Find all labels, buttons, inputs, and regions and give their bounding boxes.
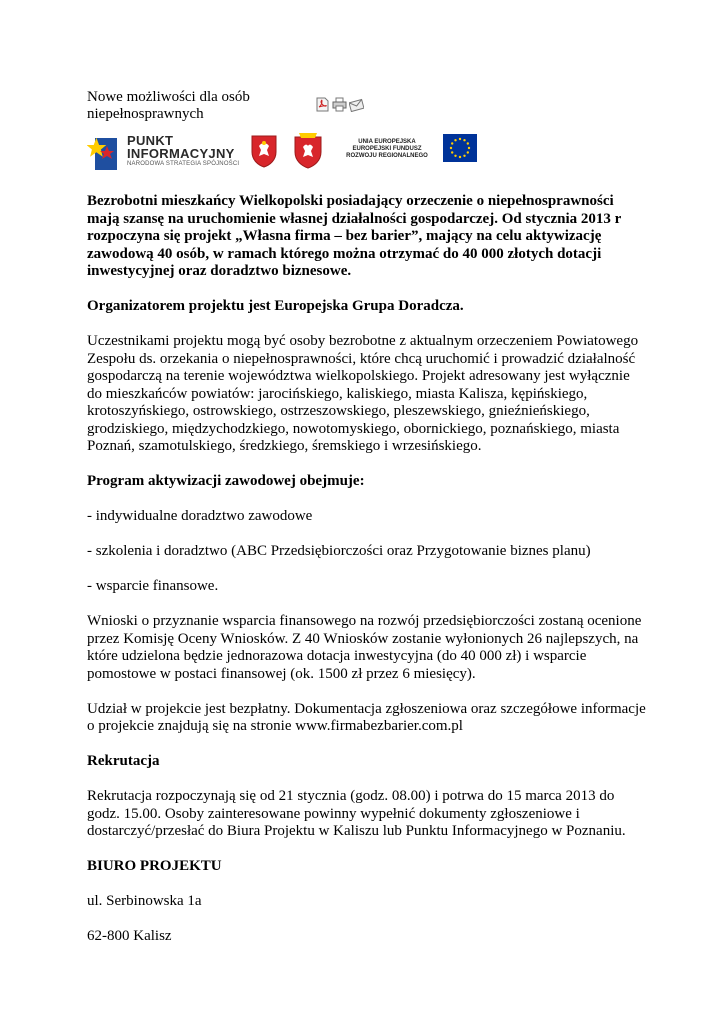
eu-flag-icon [443,134,477,162]
eu-fund-label [337,139,437,160]
logo-bar [87,130,487,174]
print-icon[interactable] [332,97,347,112]
document-actions [315,97,364,112]
office-city: 62-800 Kalisz [87,928,172,944]
nss-label: NARODOWA STRATEGIA SPÓJNOŚCI [127,161,240,167]
applications-paragraph: Wnioski o przyznanie wsparcia finansowego na rozwój przedsiębiorczości zostaną ocenione przez Komisję Oceny Wniosków. Z 40 Wniosków zostanie wyłonionych 26 najlepszych, na które udzielona będzie jednorazowa dotacja inwestycyjna (do 40 000 zł) i wsparcie pomostowe w postaci finansowej (ok. 1500 zł przez 6 miesięcy). [87,613,642,682]
informacyjny-label: INFORMACYJNY [127,146,235,161]
program-item: - szkolenia i doradztwo (ABC Przedsiębiorczości oraz Przygotowanie biznes planu) [87,543,591,559]
star-logo-icon [87,132,123,172]
email-icon[interactable] [349,97,364,112]
wielkopolska-crest-icon [250,134,278,168]
article-body [87,193,647,963]
office-heading: BIURO PROJEKTU [87,858,222,874]
page-title: Nowe możliwości dla osób niepełnosprawnych [87,89,250,122]
poznan-crest-icon [293,132,323,170]
recruitment-heading: Rekrutacja [87,753,160,769]
eu-line-2: EUROPEJSKI FUNDUSZ [352,146,422,152]
pdf-icon[interactable] [315,97,330,112]
program-item: - indywidualne doradztwo zawodowe [87,508,313,524]
recruitment-paragraph: Rekrutacja rozpoczynają się od 21 stycznia (godz. 08.00) i potrwa do 15 marca 2013 do godz. 15.00. Osoby zainteresowane powinny wypełnić dokumenty zgłoszeniowe i dostarczyć/przesłać do Biura Projektu w Kaliszu lub Punktu Informacyjnego w Poznaniu. [87,788,626,839]
intro-paragraph: Bezrobotni mieszkańcy Wielkopolski posiadający orzeczenie o niepełnosprawności mają szansę na uruchomienie własnej działalności gospodarczej. Od stycznia 2013 r rozpoczyna się projekt „Własna firma – bez barier”, mający na celu aktywizację zawodową 40 osób, w ramach którego można otrzymać do 40 000 złotych dotacji inwestycyjnej oraz doradztwo biznesowe. [87,193,622,279]
program-heading: Program aktywizacji zawodowej obejmuje: [87,473,365,489]
organizer-paragraph: Organizatorem projektu jest Europejska Grupa Doradcza. [87,298,464,314]
eu-line-3: ROZWOJU REGIONALNEGO [346,153,428,159]
program-item: - wsparcie finansowe. [87,578,219,594]
punkt-informacyjny-logo [87,130,247,174]
participants-paragraph: Uczestnikami projektu mogą być osoby bezrobotne z aktualnym orzeczeniem Powiatowego Zespołu ds. orzekania o niepełnosprawności, które chcą uruchomić i prowadzić działalność gospodarczą na terenie województwa wielkopolskiego. Projekt adresowany jest wyłącznie do mieszkańców powiatów: jarocińskiego, kaliskiego, miasta Kalisza, kępińskiego, krotoszyńskiego, ostrowskiego, ostrzeszowskiego, pleszewskiego, gnieźnieńskiego, grodziskiego, międzychodzkiego, nowotomyskiego, obornickiego, poznańskiego, miasta Poznań, szamotulskiego, średzkiego, śremskiego i wrzesińskiego. [87,333,639,454]
eu-line-1: UNIA EUROPEJSKA [358,139,416,145]
participation-paragraph: Udział w projekcie jest bezpłatny. Dokumentacja zgłoszeniowa oraz szczegółowe informacje o projekcie znajdują się na stronie www.firmabezbarier.com.pl [87,700,646,734]
office-street: ul. Serbinowska 1a [87,893,202,909]
punkt-label: PUNKT [127,133,174,148]
